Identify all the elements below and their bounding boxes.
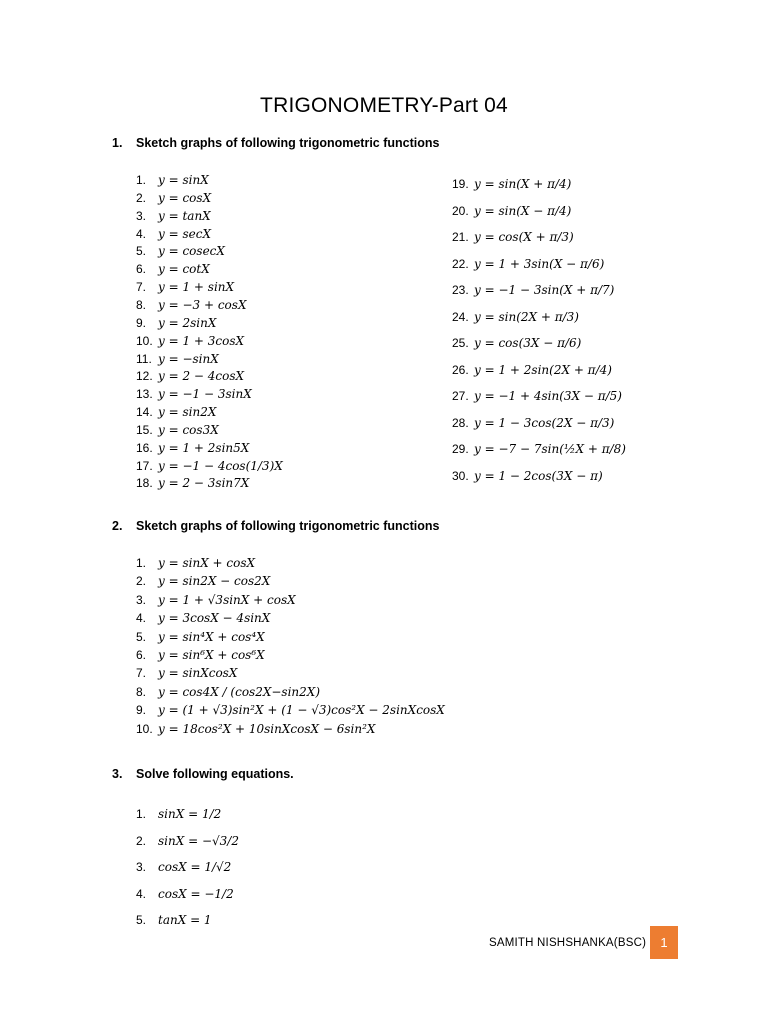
list-item bbox=[136, 887, 234, 901]
item-number: 29. bbox=[452, 442, 469, 456]
list-item bbox=[136, 209, 211, 223]
list-item bbox=[136, 913, 212, 927]
list-item bbox=[136, 352, 219, 366]
section-3-heading-text: Solve following equations. bbox=[136, 767, 294, 781]
item-expression: y = 18cos²X + 10sinXcosX − 6sin²X bbox=[158, 721, 376, 736]
list-item bbox=[452, 257, 604, 271]
item-expression: y = cos(3X − π/6) bbox=[474, 336, 582, 350]
item-expression: y = secX bbox=[158, 226, 211, 241]
list-item bbox=[452, 389, 622, 403]
item-number: 8. bbox=[136, 297, 147, 312]
item-number: 17. bbox=[136, 458, 153, 473]
list-item bbox=[136, 316, 216, 330]
item-expression: tanX = 1 bbox=[158, 913, 212, 927]
section-1-number: 1. bbox=[112, 136, 123, 150]
section-2-heading bbox=[112, 519, 439, 533]
item-expression: y = sinXcosX bbox=[158, 666, 238, 681]
list-item bbox=[136, 666, 237, 680]
item-expression: y = 1 + sinX bbox=[158, 280, 235, 295]
item-number: 27. bbox=[452, 389, 469, 403]
section-2-heading-text: Sketch graphs of following trigonometric functions bbox=[136, 519, 440, 533]
item-number: 6. bbox=[136, 262, 147, 277]
item-number: 13. bbox=[136, 387, 153, 402]
item-expression: y = −1 − 4cos(1/3)X bbox=[158, 458, 283, 473]
section-3-heading bbox=[112, 767, 294, 781]
item-number: 1. bbox=[136, 807, 147, 821]
item-number: 26. bbox=[452, 362, 469, 377]
item-expression: y = −sinX bbox=[158, 351, 219, 366]
item-number: 16. bbox=[136, 440, 153, 455]
item-expression: y = sin(2X + π/3) bbox=[474, 309, 579, 324]
item-expression: y = (1 + √3)sin²X + (1 − √3)cos²X − 2sinXcosX bbox=[158, 703, 445, 718]
item-expression: y = 2 − 4cosX bbox=[158, 369, 245, 384]
item-expression: y = sin⁴X + cos⁴X bbox=[158, 629, 265, 644]
list-item bbox=[136, 423, 219, 437]
list-item bbox=[452, 363, 612, 377]
list-item bbox=[136, 244, 225, 258]
list-item bbox=[452, 204, 571, 218]
item-expression: y = sinX + cosX bbox=[158, 556, 256, 570]
item-number: 22. bbox=[452, 256, 469, 271]
item-expression: y = cos4X / (cos2X−sin2X) bbox=[158, 684, 321, 699]
item-number: 1. bbox=[136, 173, 147, 187]
list-item bbox=[452, 442, 626, 456]
item-expression: y = cotX bbox=[158, 262, 210, 277]
item-number: 2. bbox=[136, 574, 147, 589]
list-item bbox=[136, 262, 210, 276]
list-item bbox=[136, 459, 283, 473]
item-number: 25. bbox=[452, 336, 469, 350]
item-number: 20. bbox=[452, 203, 469, 218]
list-item bbox=[136, 387, 252, 401]
item-number: 19. bbox=[452, 177, 469, 191]
item-number: 9. bbox=[136, 703, 147, 718]
list-item bbox=[136, 476, 249, 490]
list-item bbox=[136, 807, 221, 821]
item-expression: y = −3 + cosX bbox=[158, 297, 247, 312]
list-item bbox=[136, 334, 244, 348]
list-item bbox=[136, 630, 265, 644]
list-item bbox=[136, 722, 375, 736]
item-expression: sinX = 1/2 bbox=[158, 807, 222, 821]
section-1-heading bbox=[112, 136, 439, 150]
item-number: 24. bbox=[452, 309, 469, 324]
list-item bbox=[452, 310, 579, 324]
item-number: 4. bbox=[136, 886, 147, 901]
item-expression: y = −1 − 3sin(X + π/7) bbox=[474, 283, 615, 297]
list-item bbox=[136, 369, 244, 383]
item-number: 5. bbox=[136, 244, 147, 259]
item-expression: y = cos3X bbox=[158, 422, 219, 437]
item-number: 7. bbox=[136, 666, 147, 681]
list-item bbox=[136, 703, 445, 717]
item-number: 4. bbox=[136, 226, 147, 241]
item-number: 1. bbox=[136, 556, 147, 570]
item-number: 3. bbox=[136, 592, 147, 607]
item-expression: cosX = 1/√2 bbox=[158, 860, 232, 874]
footer-author: SAMITH NISHSHANKA(BSC) bbox=[489, 937, 647, 949]
item-number: 5. bbox=[136, 629, 147, 644]
item-number: 12. bbox=[136, 369, 153, 384]
item-number: 15. bbox=[136, 422, 153, 437]
list-item bbox=[136, 405, 216, 419]
list-item bbox=[136, 227, 211, 241]
item-number: 18. bbox=[136, 476, 153, 491]
list-item bbox=[452, 283, 614, 297]
list-item bbox=[452, 469, 603, 483]
section-1-heading-text: Sketch graphs of following trigonometric functions bbox=[136, 136, 440, 150]
item-number: 3. bbox=[136, 860, 147, 874]
item-expression: y = 3cosX − 4sinX bbox=[158, 611, 271, 626]
item-number: 10. bbox=[136, 721, 153, 736]
item-number: 21. bbox=[452, 230, 469, 244]
item-number: 14. bbox=[136, 405, 153, 420]
item-expression: y = cos(X + π/3) bbox=[474, 230, 574, 244]
item-number: 3. bbox=[136, 208, 147, 223]
list-item bbox=[136, 191, 211, 205]
list-item bbox=[452, 416, 614, 430]
list-item bbox=[136, 860, 231, 874]
list-item bbox=[136, 834, 239, 848]
list-item bbox=[136, 685, 320, 699]
item-number: 8. bbox=[136, 684, 147, 699]
item-expression: y = −1 − 3sinX bbox=[158, 387, 252, 402]
item-expression: y = 1 + √3sinX + cosX bbox=[158, 592, 296, 607]
list-item bbox=[136, 441, 249, 455]
item-expression: cosX = −1/2 bbox=[158, 886, 234, 901]
item-number: 28. bbox=[452, 415, 469, 430]
item-expression: y = tanX bbox=[158, 208, 211, 223]
item-expression: y = 1 − 2cos(3X − π) bbox=[474, 468, 603, 483]
item-expression: y = −7 − 7sin(½X + π/8) bbox=[474, 442, 626, 456]
item-expression: y = 1 + 3cosX bbox=[158, 333, 245, 348]
item-number: 30. bbox=[452, 468, 469, 483]
item-number: 2. bbox=[136, 833, 147, 848]
item-expression: sinX = −√3/2 bbox=[158, 833, 239, 848]
item-expression: y = 2sinX bbox=[158, 315, 217, 330]
item-number: 23. bbox=[452, 283, 469, 297]
list-item bbox=[136, 298, 246, 312]
list-item bbox=[136, 611, 270, 625]
section-3-number: 3. bbox=[112, 767, 123, 781]
item-expression: y = sin(X + π/4) bbox=[474, 177, 572, 191]
item-expression: y = cosX bbox=[158, 190, 212, 205]
item-number: 4. bbox=[136, 611, 147, 626]
item-number: 5. bbox=[136, 913, 147, 927]
item-number: 10. bbox=[136, 333, 153, 348]
list-item bbox=[452, 336, 581, 350]
item-number: 2. bbox=[136, 190, 147, 205]
list-item bbox=[136, 556, 255, 570]
page-title: TRIGONOMETRY-Part 04 bbox=[260, 94, 508, 117]
item-expression: y = sinX bbox=[158, 173, 209, 187]
item-expression: y = sin2X bbox=[158, 405, 217, 420]
item-number: 11. bbox=[136, 351, 152, 366]
section-2-number: 2. bbox=[112, 519, 123, 533]
item-expression: y = 2 − 3sin7X bbox=[158, 476, 250, 491]
item-expression: y = 1 + 3sin(X − π/6) bbox=[474, 256, 605, 271]
item-expression: y = sin⁶X + cos⁶X bbox=[158, 648, 265, 662]
item-expression: y = sin2X − cos2X bbox=[158, 574, 271, 589]
item-expression: y = cosecX bbox=[158, 244, 225, 259]
item-expression: y = 1 + 2sin5X bbox=[158, 440, 250, 455]
item-number: 7. bbox=[136, 280, 147, 295]
list-item bbox=[136, 593, 296, 607]
item-expression: y = sin(X − π/4) bbox=[474, 203, 572, 218]
page-number: 1 bbox=[650, 926, 678, 959]
item-expression: y = 1 − 3cos(2X − π/3) bbox=[474, 415, 615, 430]
item-expression: y = −1 + 4sin(3X − π/5) bbox=[474, 389, 622, 403]
list-item bbox=[136, 280, 234, 294]
list-item bbox=[136, 574, 270, 588]
item-expression: y = 1 + 2sin(2X + π/4) bbox=[474, 362, 612, 377]
item-number: 9. bbox=[136, 315, 147, 330]
list-item bbox=[452, 177, 571, 191]
list-item bbox=[136, 173, 209, 187]
list-item bbox=[136, 648, 265, 662]
list-item bbox=[452, 230, 574, 244]
item-number: 6. bbox=[136, 648, 147, 662]
